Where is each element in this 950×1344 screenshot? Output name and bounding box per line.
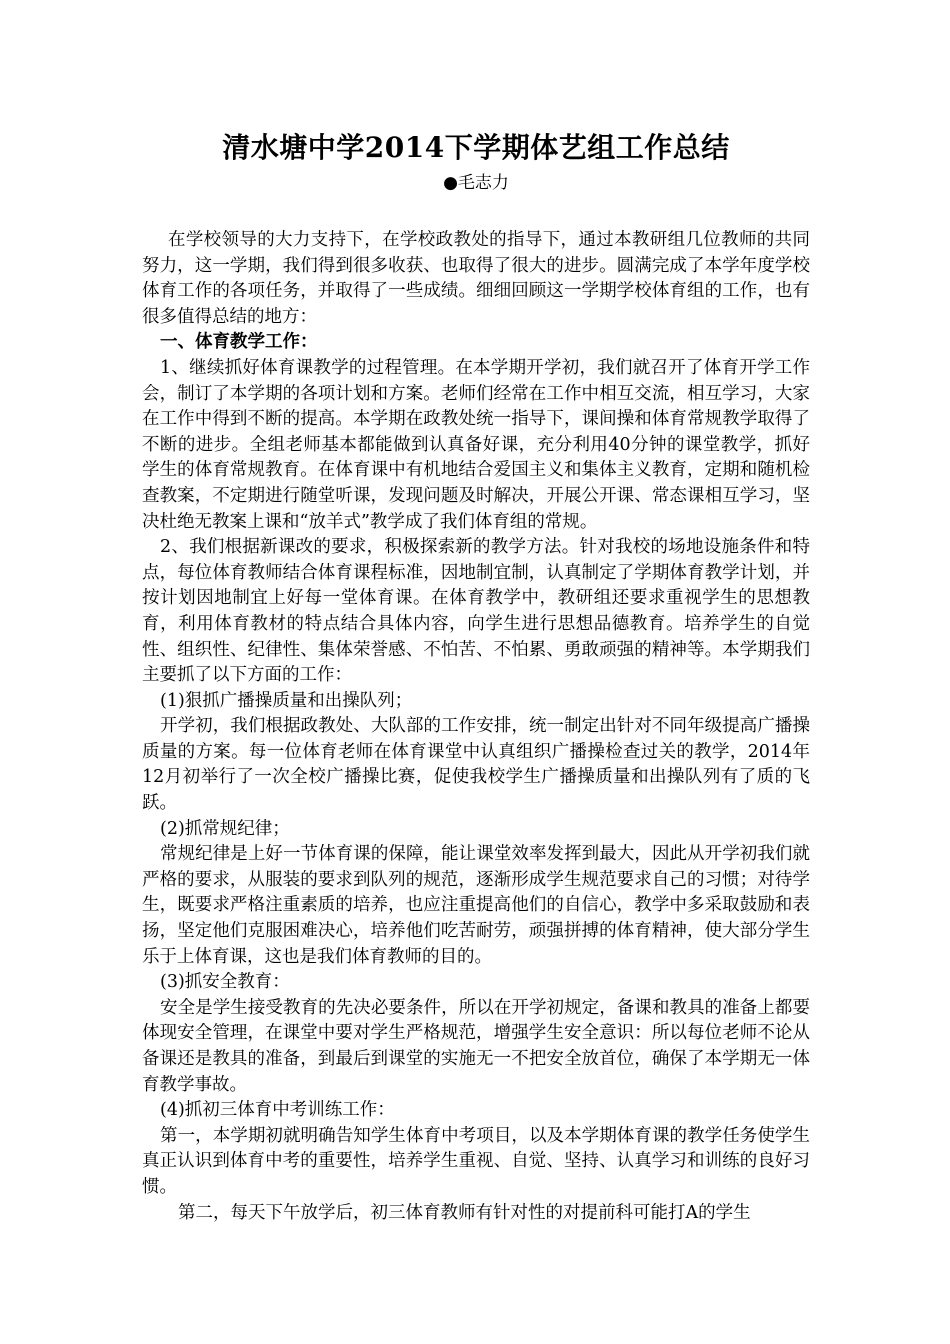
- paragraph-safety: 安全是学生接受教育的先决必要条件，所以在开学初规定，备课和教具的准备上都要体现安全管理，在课堂中要对学生严格规范，增强学生安全意识：所以每位老师不论从备课还是教具的准备，到最后到课堂的实施无一不把安全放首位，确保了本学期无一体育教学事故。: [142, 997, 810, 1095]
- subheading-safety: (3)抓安全教育：: [160, 972, 290, 993]
- intro-paragraph: 在学校领导的大力支持下，在学校政教处的指导下，通过本教研组几位教师的共同努力，这一学期，我们得到很多收获、也取得了很大的进步。圆满完成了本学年度学校体育工作的各项任务，并取得了一些成绩。细细回顾这一学期学校体育组的工作，也有很多值得总结的地方：: [142, 230, 810, 327]
- paragraph-exam-training-second: 第二，每天下午放学后，初三体育教师有针对性的对提前科可能打A的学生: [178, 1202, 751, 1223]
- subheading-discipline: (2)抓常规纪律；: [160, 818, 290, 839]
- document-title: 清水塘中学2014下学期体艺组工作总结: [222, 131, 730, 164]
- paragraph-discipline: 常规纪律是上好一节体育课的保障，能让课堂效率发挥到最大，因此从开学初我们就严格的要求，从服装的要求到队列的规范，逐渐形成学生规范要求自己的习惯；对待学生，既要求严格注重素质的培养，也应注重提高他们的自信心，教学中多采取鼓励和表扬，坚定他们克服困难决心，培养他们吃苦耐劳，顽强拼搏的体育精神，使大部分学生乐于上体育课，这也是我们体育教师的目的。: [142, 844, 810, 967]
- document-page: [142, 128, 810, 1226]
- subheading-exam-training: (4)抓初三体育中考训练工作：: [160, 1100, 395, 1121]
- paragraph-item-2: 2、我们根据新课改的要求，积极探索新的教学方法。针对我校的场地设施条件和特点，每位体育教师结合体育课程标准，因地制宜制，认真制定了学期体育教学计划，并按计划因地制宜上好每一堂体育课。在体育教学中，教研组还要求重视学生的思想教育，利用体育教材的特点结合具体内容，向学生进行思想品德教育。培养学生的自觉性、组织性、纪律性、集体荣誉感、不怕苦、不怕累、勇敢顽强的精神等。本学期我们主要抓了以下方面的工作：: [142, 537, 810, 686]
- paragraph-item-1: 1、继续抓好体育课教学的过程管理。在本学期开学初，我们就召开了体育开学工作会，制订了本学期的各项计划和方案。老师们经常在工作中相互交流，相互学习，大家在工作中得到不断的提高。本学期在政教处统一指导下，课间操和体育常规教学取得了不断的进步。全组老师基本都能做到认真备好课，充分利用40分钟的课堂教学，抓好学生的体育常规教育。在体育课中有机地结合爱国主义和集体主义教育，定期和随机检查教案，不定期进行随堂听课，发现问题及时解决，开展公开课、常态课相互学习，坚决杜绝无教案上课和“放羊式”教学成了我们体育组的常规。: [142, 357, 810, 532]
- paragraph-broadcast-exercise: 开学初，我们根据政教处、大队部的工作安排，统一制定出针对不同年级提高广播操质量的方案。每一位体育老师在体育课堂中认真组织广播操检查过关的教学，2014年12月初举行了一次全校广播操比赛，促使我校学生广播操质量和出操队列有了质的飞跃。: [142, 716, 810, 814]
- subheading-broadcast-exercise: (1)狠抓广播操质量和出操队列；: [160, 690, 413, 711]
- author-line: ●毛志力: [443, 173, 509, 193]
- document-body: [142, 228, 810, 1226]
- section-heading-teaching: 一、体育教学工作：: [160, 332, 318, 353]
- paragraph-exam-training-first: 第一，本学期初就明确告知学生体育中考项目，以及本学期体育课的教学任务使学生真正认识到体育中考的重要性，培养学生重视、自觉、坚持、认真学习和训练的良好习惯。: [142, 1125, 810, 1197]
